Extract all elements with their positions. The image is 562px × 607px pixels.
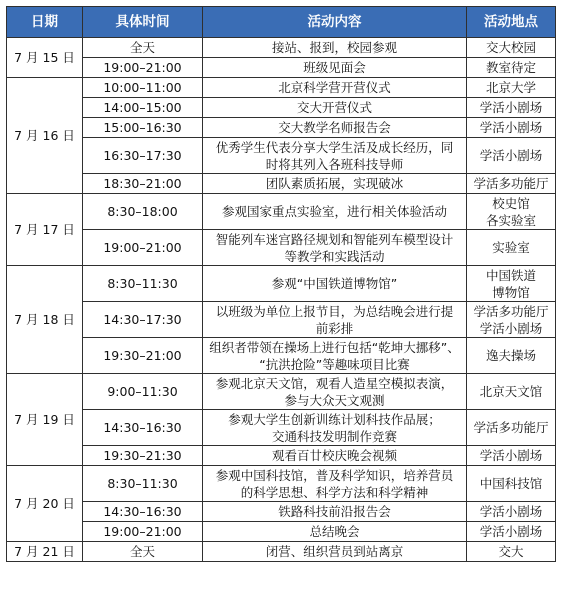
header-date: 日期 xyxy=(7,7,83,38)
time-cell: 全天 xyxy=(83,38,203,58)
header-location: 活动地点 xyxy=(467,7,556,38)
activity-line: 前彩排 xyxy=(315,320,354,336)
location-cell xyxy=(467,338,556,374)
schedule-table xyxy=(6,6,556,562)
time-cell: 19:30–21:30 xyxy=(83,446,203,466)
location-line: 学活小剧场 xyxy=(479,120,543,135)
location-line: 交大校园 xyxy=(485,40,536,55)
location-line: 中国科技馆 xyxy=(479,476,543,491)
time-cell: 14:30–16:30 xyxy=(83,502,203,522)
activity-cell xyxy=(203,542,467,562)
time-cell: 19:30–21:00 xyxy=(83,338,203,374)
table-header-row xyxy=(7,7,556,38)
table-row xyxy=(7,446,556,466)
date-cell: 7 月 19 日 xyxy=(7,374,83,466)
location-line: 实验室 xyxy=(492,240,530,255)
table-row xyxy=(7,174,556,194)
location-line: 学活小剧场 xyxy=(479,148,543,163)
location-line: 中国铁道 xyxy=(485,267,536,283)
table-row xyxy=(7,466,556,502)
table-row xyxy=(7,38,556,58)
activity-line: “抗洪抢险”等趣味项目比赛 xyxy=(259,356,410,372)
activity-line: 的科学思想、科学方法和科学精神 xyxy=(240,484,429,500)
location-cell xyxy=(467,410,556,446)
location-cell xyxy=(467,118,556,138)
header-time: 具体时间 xyxy=(83,7,203,38)
location-cell xyxy=(467,302,556,338)
location-line: 学活小剧场 xyxy=(479,320,543,336)
activity-line: 交通科技发明制作竞赛 xyxy=(271,428,397,444)
activity-cell xyxy=(203,78,467,98)
location-cell xyxy=(467,194,556,230)
activity-line: 闭营、组织营员到站离京 xyxy=(265,544,404,559)
activity-line: 参观北京天文馆，观看人造星空模拟表演， xyxy=(215,375,454,391)
location-cell xyxy=(467,78,556,98)
activity-line: 团队素质拓展，实现破冰 xyxy=(265,176,404,191)
location-line: 交大 xyxy=(498,544,524,559)
activity-cell xyxy=(203,338,467,374)
time-cell: 8:30–11:30 xyxy=(83,466,203,502)
location-cell xyxy=(467,502,556,522)
time-cell: 9:00–11:30 xyxy=(83,374,203,410)
table-row xyxy=(7,78,556,98)
time-cell: 全天 xyxy=(83,542,203,562)
location-line: 学活小剧场 xyxy=(479,524,543,539)
location-cell xyxy=(467,446,556,466)
location-line: 学活多功能厅 xyxy=(473,420,549,435)
activity-line: 组织者带领在操场上进行包括“乾坤大挪移”、 xyxy=(209,339,460,355)
table-row xyxy=(7,374,556,410)
activity-cell xyxy=(203,466,467,502)
location-cell xyxy=(467,230,556,266)
activity-cell xyxy=(203,410,467,446)
location-line: 学活小剧场 xyxy=(479,504,543,519)
table-row xyxy=(7,194,556,230)
date-cell: 7 月 15 日 xyxy=(7,38,83,78)
activity-line: 观看百廿校庆晚会视频 xyxy=(271,448,397,463)
date-cell: 7 月 21 日 xyxy=(7,542,83,562)
location-line: 学活多功能厅 xyxy=(473,176,549,191)
location-line: 逸夫操场 xyxy=(485,348,536,363)
activity-line: 总结晚会 xyxy=(309,524,360,539)
time-cell: 10:00–11:00 xyxy=(83,78,203,98)
activity-line: 铁路科技前沿报告会 xyxy=(278,504,391,519)
table-row xyxy=(7,410,556,446)
location-cell xyxy=(467,58,556,78)
location-cell xyxy=(467,542,556,562)
activity-cell xyxy=(203,194,467,230)
location-line: 学活小剧场 xyxy=(479,448,543,463)
time-cell: 15:00–16:30 xyxy=(83,118,203,138)
time-cell: 19:00–21:00 xyxy=(83,522,203,542)
activity-line: 北京科学营开营仪式 xyxy=(278,80,391,95)
schedule-body xyxy=(7,38,556,562)
activity-cell xyxy=(203,58,467,78)
activity-line: 时将其列入各班科技导师 xyxy=(265,156,404,172)
activity-cell xyxy=(203,118,467,138)
location-cell xyxy=(467,374,556,410)
activity-cell xyxy=(203,138,467,174)
location-line: 学活小剧场 xyxy=(479,100,543,115)
activity-line: 智能列车迷宫路径规划和智能列车模型设计 xyxy=(215,231,454,247)
activity-line: 接站、报到，校园参观 xyxy=(271,40,397,55)
table-row xyxy=(7,338,556,374)
date-cell: 7 月 20 日 xyxy=(7,466,83,542)
table-row xyxy=(7,230,556,266)
time-cell: 14:00–15:00 xyxy=(83,98,203,118)
activity-cell xyxy=(203,38,467,58)
location-line: 博物馆 xyxy=(492,284,530,300)
table-row xyxy=(7,522,556,542)
table-row xyxy=(7,542,556,562)
table-row xyxy=(7,118,556,138)
date-cell: 7 月 16 日 xyxy=(7,78,83,194)
activity-cell xyxy=(203,502,467,522)
activity-line: 参观中国科技馆，普及科学知识，培养营员 xyxy=(215,467,454,483)
table-row xyxy=(7,98,556,118)
table-row xyxy=(7,58,556,78)
location-cell xyxy=(467,266,556,302)
activity-line: 优秀学生代表分享大学生活及成长经历，同 xyxy=(215,139,454,155)
time-cell: 8:30–18:00 xyxy=(83,194,203,230)
location-line: 北京大学 xyxy=(485,80,536,95)
location-line: 学活多功能厅 xyxy=(473,303,549,319)
activity-line: 参观大学生创新训练计划科技作品展； xyxy=(228,411,441,427)
activity-line: 参与大众天文观测 xyxy=(284,392,385,408)
table-row xyxy=(7,502,556,522)
location-line: 校史馆 xyxy=(492,195,530,211)
activity-cell xyxy=(203,522,467,542)
time-cell: 16:30–17:30 xyxy=(83,138,203,174)
location-cell xyxy=(467,98,556,118)
activity-line: 等教学和实践活动 xyxy=(284,248,385,264)
time-cell: 19:00–21:00 xyxy=(83,230,203,266)
time-cell: 14:30–16:30 xyxy=(83,410,203,446)
date-cell: 7 月 18 日 xyxy=(7,266,83,374)
activity-cell xyxy=(203,302,467,338)
location-cell xyxy=(467,466,556,502)
activity-line: 交大开营仪式 xyxy=(296,100,372,115)
date-cell: 7 月 17 日 xyxy=(7,194,83,266)
header-activity: 活动内容 xyxy=(203,7,467,38)
location-cell xyxy=(467,38,556,58)
activity-line: 以班级为单位上报节目，为总结晚会进行提 xyxy=(215,303,454,319)
activity-cell xyxy=(203,230,467,266)
location-cell xyxy=(467,138,556,174)
activity-line: 参观“中国铁道博物馆” xyxy=(271,276,398,291)
table-row xyxy=(7,302,556,338)
activity-cell xyxy=(203,98,467,118)
table-row xyxy=(7,266,556,302)
time-cell: 19:00–21:00 xyxy=(83,58,203,78)
activity-cell xyxy=(203,374,467,410)
activity-line: 班级见面会 xyxy=(303,60,366,75)
table-row xyxy=(7,138,556,174)
time-cell: 8:30–11:30 xyxy=(83,266,203,302)
location-line: 北京天文馆 xyxy=(479,384,543,399)
location-line: 各实验室 xyxy=(485,212,536,228)
time-cell: 18:30–21:00 xyxy=(83,174,203,194)
activity-cell xyxy=(203,174,467,194)
location-line: 教室待定 xyxy=(485,60,536,75)
location-cell xyxy=(467,522,556,542)
activity-line: 交大教学名师报告会 xyxy=(278,120,391,135)
activity-cell xyxy=(203,266,467,302)
activity-line: 参观国家重点实验室，进行相关体验活动 xyxy=(221,204,447,219)
time-cell: 14:30–17:30 xyxy=(83,302,203,338)
activity-cell xyxy=(203,446,467,466)
location-cell xyxy=(467,174,556,194)
